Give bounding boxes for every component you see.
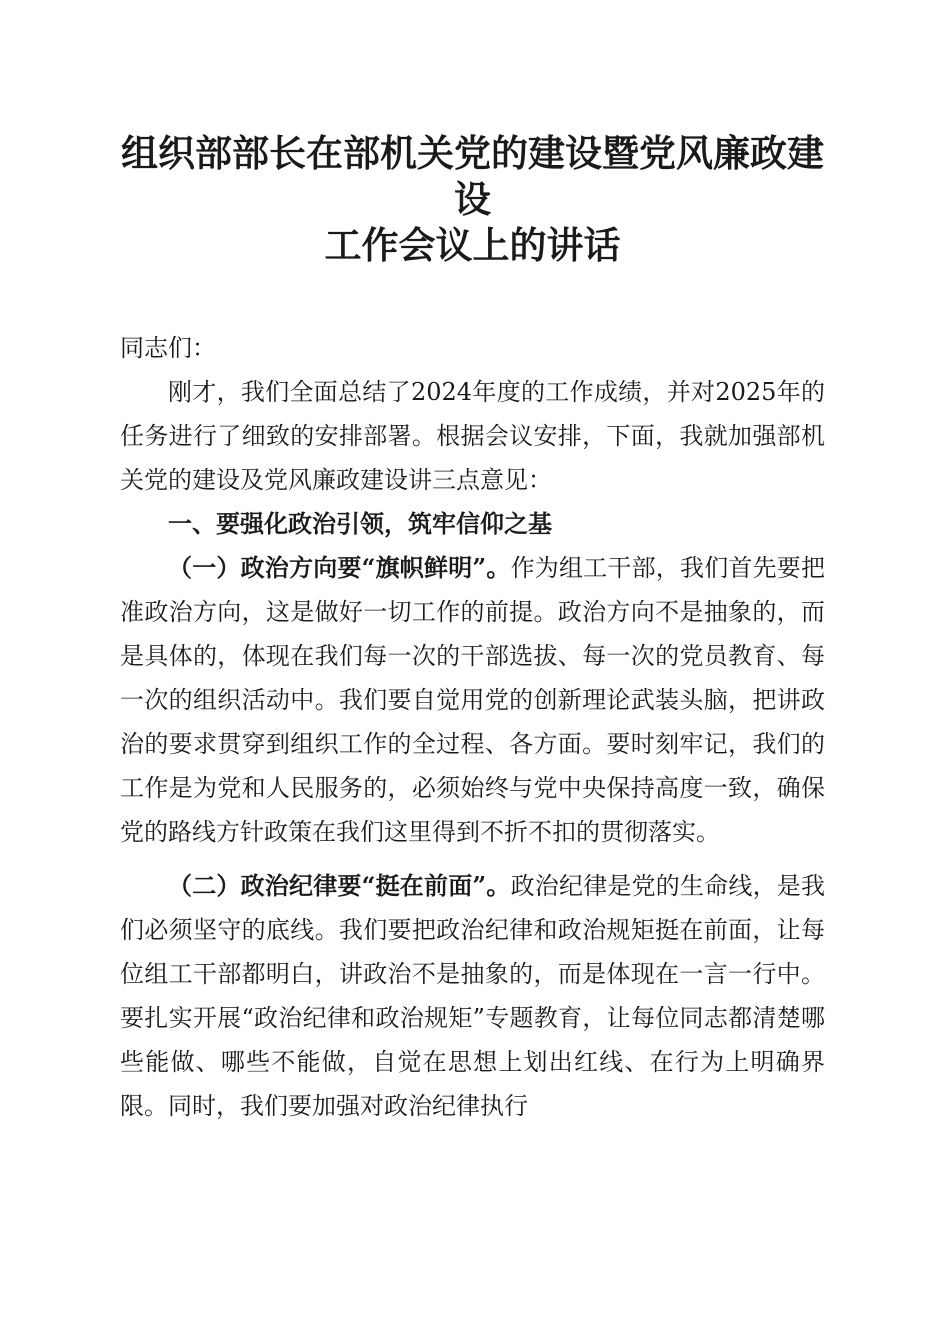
section-1-sub-1-paragraph: [120, 546, 825, 854]
intro-paragraph: 刚才，我们全面总结了2024年度的工作成绩，并对2025年的任务进行了细致的安排部署。根据会议安排，下面，我就加强部机关党的建设及党风廉政建设讲三点意见：: [120, 378, 825, 494]
section-1-heading: 一、要强化政治引领，筑牢信仰之基: [168, 510, 552, 538]
document-title: [120, 130, 825, 268]
title-line-1: 组织部部长在部机关党的建设暨党风廉政建设: [121, 131, 824, 221]
title-line-2: 工作会议上的讲话: [324, 223, 621, 267]
document-page: [120, 130, 825, 1128]
sub-2-title: （二）政治纪律要“挺在前面”。: [168, 871, 511, 900]
section-1-sub-2-paragraph: [120, 864, 825, 1128]
sub-2-body: 政治纪律是党的生命线，是我们必须坚守的底线。我们要把政治纪律和政治规矩挺在前面，让每位组工干部都明白，讲政治不是抽象的，而是体现在一言一行中。要扎实开展“政治纪律和政治规矩”专题教育，让每位同志都清楚哪些能做、哪些不能做，自觉在思想上划出红线、在行为上明确界限。同时，我们要加强对政治纪律执行: [120, 872, 826, 1120]
sub-1-body: 作为组工干部，我们首先要把准政治方向，这是做好一切工作的前提。政治方向不是抽象的，而是具体的，体现在我们每一次的干部选拔、每一次的党员教育、每一次的组织活动中。我们要自觉用党的创新理论武装头脑，把讲政治的要求贯穿到组织工作的全过程、各方面。要时刻牢记，我们的工作是为党和人民服务的，必须始终与党中央保持高度一致，确保党的路线方针政策在我们这里得到不折不扣的贯彻落实。: [120, 554, 826, 846]
salutation: 同志们：: [120, 334, 216, 362]
sub-1-title: （一）政治方向要“旗帜鲜明”。: [168, 553, 511, 582]
